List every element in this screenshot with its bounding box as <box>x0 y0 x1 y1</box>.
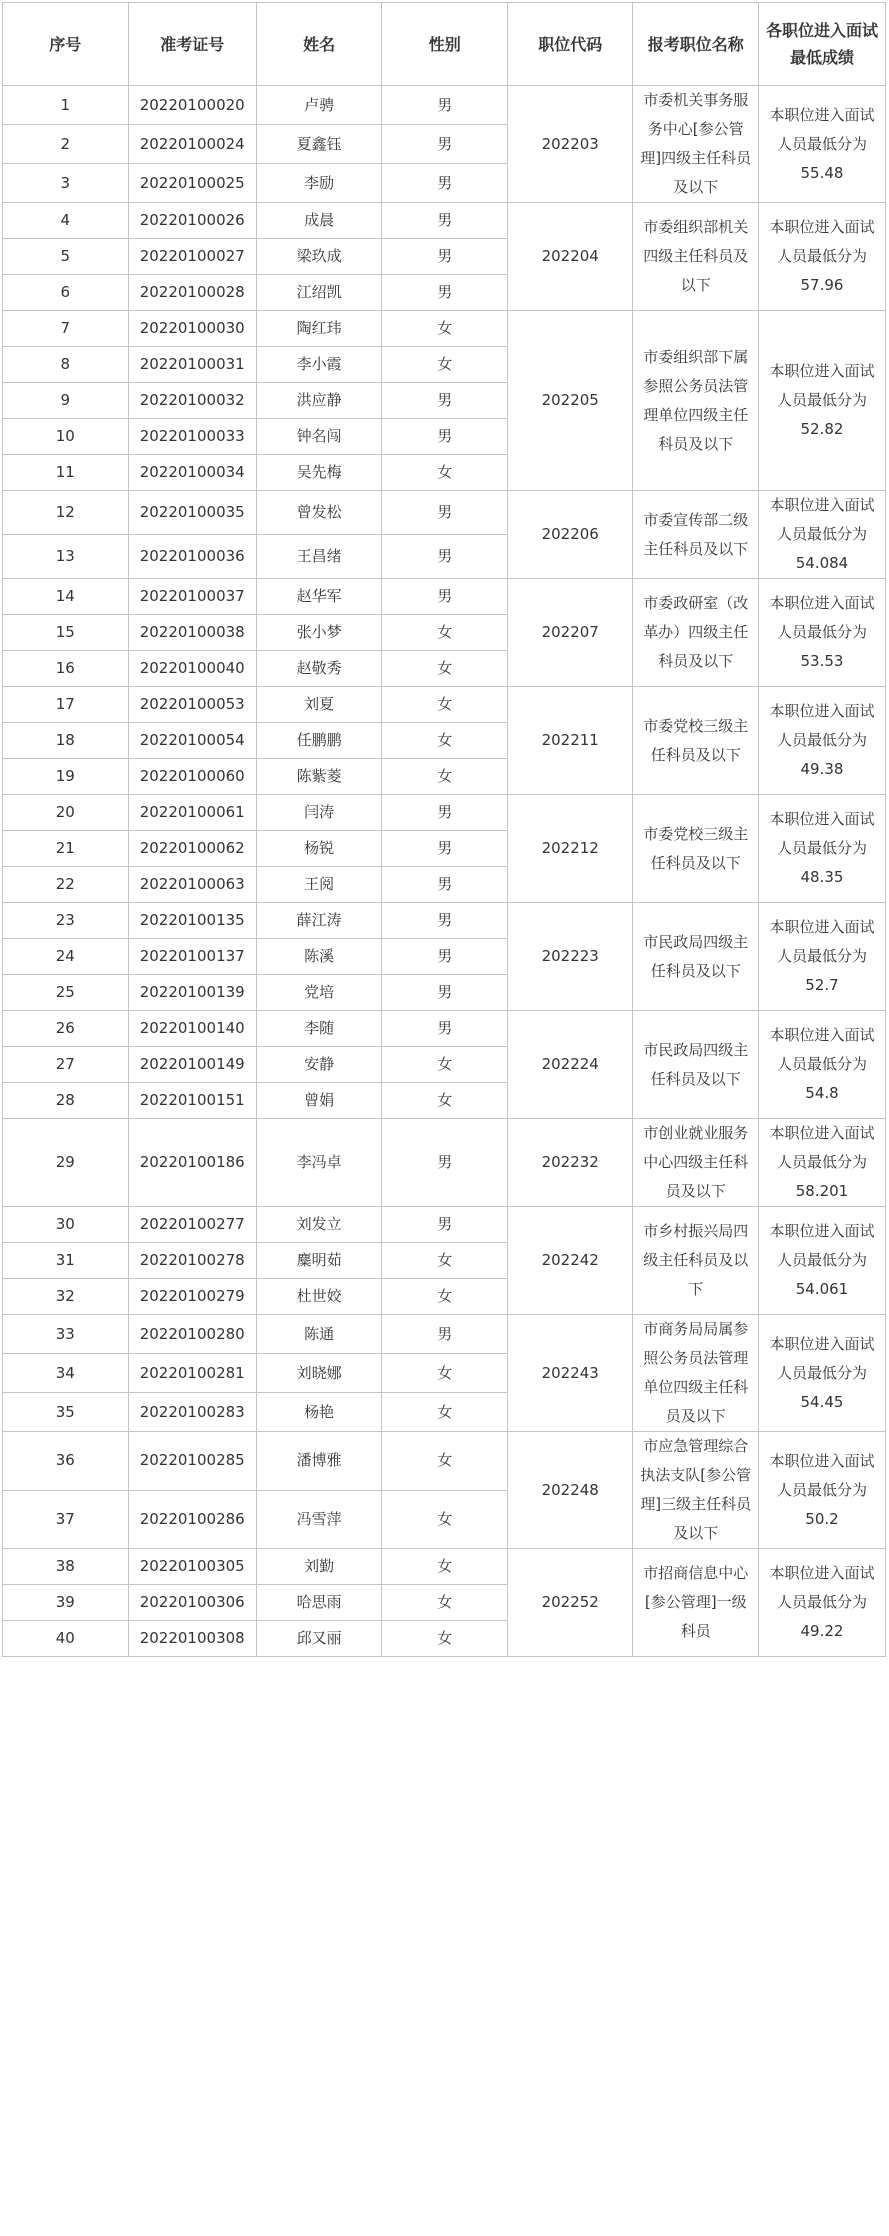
cell-exam-id: 20220100053 <box>128 687 256 723</box>
header-no: 序号 <box>3 3 129 86</box>
cell-no: 30 <box>3 1207 129 1243</box>
cell-no: 25 <box>3 975 129 1011</box>
cell-sex: 男 <box>382 86 508 125</box>
cell-sex: 男 <box>382 164 508 203</box>
cell-name: 王昌绪 <box>256 535 382 579</box>
cell-name: 杨艳 <box>256 1393 382 1432</box>
cell-position-code: 202211 <box>507 687 633 795</box>
header-position-title: 报考职位名称 <box>633 3 759 86</box>
cell-sex: 女 <box>382 723 508 759</box>
results-table <box>2 2 886 1657</box>
cell-min-score: 本职位进入面试人员最低分为52.7 <box>758 903 885 1011</box>
cell-no: 3 <box>3 164 129 203</box>
cell-position-code: 202252 <box>507 1549 633 1657</box>
cell-sex: 男 <box>382 125 508 164</box>
cell-no: 39 <box>3 1585 129 1621</box>
cell-sex: 女 <box>382 1393 508 1432</box>
cell-no: 18 <box>3 723 129 759</box>
cell-name: 刘发立 <box>256 1207 382 1243</box>
cell-exam-id: 20220100278 <box>128 1243 256 1279</box>
cell-min-score: 本职位进入面试人员最低分为55.48 <box>758 86 885 203</box>
cell-exam-id: 20220100020 <box>128 86 256 125</box>
cell-exam-id: 20220100054 <box>128 723 256 759</box>
cell-sex: 女 <box>382 759 508 795</box>
header-row <box>3 3 886 86</box>
cell-exam-id: 20220100308 <box>128 1621 256 1657</box>
cell-no: 36 <box>3 1432 129 1491</box>
cell-no: 6 <box>3 275 129 311</box>
table-row <box>3 1119 886 1207</box>
cell-name: 陈溪 <box>256 939 382 975</box>
table-row <box>3 203 886 239</box>
cell-name: 邱又丽 <box>256 1621 382 1657</box>
cell-sex: 女 <box>382 687 508 723</box>
cell-name: 潘博雅 <box>256 1432 382 1491</box>
cell-name: 陶红玮 <box>256 311 382 347</box>
cell-no: 9 <box>3 383 129 419</box>
table-row <box>3 579 886 615</box>
cell-name: 薛江涛 <box>256 903 382 939</box>
cell-name: 闫涛 <box>256 795 382 831</box>
cell-no: 26 <box>3 1011 129 1047</box>
cell-name: 李冯卓 <box>256 1119 382 1207</box>
cell-no: 27 <box>3 1047 129 1083</box>
cell-sex: 男 <box>382 903 508 939</box>
cell-position-title: 市创业就业服务中心四级主任科员及以下 <box>633 1119 759 1207</box>
cell-exam-id: 20220100280 <box>128 1315 256 1354</box>
cell-name: 赵华军 <box>256 579 382 615</box>
cell-exam-id: 20220100063 <box>128 867 256 903</box>
cell-name: 梁玖成 <box>256 239 382 275</box>
cell-min-score: 本职位进入面试人员最低分为50.2 <box>758 1432 885 1549</box>
cell-name: 安静 <box>256 1047 382 1083</box>
cell-sex: 男 <box>382 831 508 867</box>
cell-position-title: 市招商信息中心[参公管理]一级科员 <box>633 1549 759 1657</box>
cell-name: 刘晓娜 <box>256 1354 382 1393</box>
cell-sex: 女 <box>382 1354 508 1393</box>
table-body <box>3 86 886 1657</box>
cell-no: 15 <box>3 615 129 651</box>
cell-exam-id: 20220100025 <box>128 164 256 203</box>
cell-exam-id: 20220100027 <box>128 239 256 275</box>
cell-position-title: 市乡村振兴局四级主任科员及以下 <box>633 1207 759 1315</box>
cell-name: 夏鑫钰 <box>256 125 382 164</box>
header-exam-id: 准考证号 <box>128 3 256 86</box>
cell-position-title: 市商务局局属参照公务员法管理单位四级主任科员及以下 <box>633 1315 759 1432</box>
cell-exam-id: 20220100283 <box>128 1393 256 1432</box>
cell-exam-id: 20220100306 <box>128 1585 256 1621</box>
cell-no: 7 <box>3 311 129 347</box>
cell-sex: 男 <box>382 579 508 615</box>
cell-name: 李随 <box>256 1011 382 1047</box>
cell-name: 卢骋 <box>256 86 382 125</box>
cell-sex: 女 <box>382 651 508 687</box>
cell-exam-id: 20220100031 <box>128 347 256 383</box>
cell-exam-id: 20220100036 <box>128 535 256 579</box>
cell-no: 19 <box>3 759 129 795</box>
header-position-code: 职位代码 <box>507 3 633 86</box>
cell-no: 12 <box>3 491 129 535</box>
cell-name: 陈通 <box>256 1315 382 1354</box>
cell-sex: 女 <box>382 1549 508 1585</box>
cell-no: 5 <box>3 239 129 275</box>
cell-min-score: 本职位进入面试人员最低分为49.38 <box>758 687 885 795</box>
cell-min-score: 本职位进入面试人员最低分为58.201 <box>758 1119 885 1207</box>
cell-sex: 女 <box>382 1047 508 1083</box>
table-row <box>3 1207 886 1243</box>
cell-name: 张小梦 <box>256 615 382 651</box>
cell-position-title: 市应急管理综合执法支队[参公管理]三级主任科员及以下 <box>633 1432 759 1549</box>
cell-sex: 女 <box>382 455 508 491</box>
cell-no: 13 <box>3 535 129 579</box>
table-row <box>3 795 886 831</box>
cell-no: 38 <box>3 1549 129 1585</box>
cell-no: 32 <box>3 1279 129 1315</box>
table-row <box>3 1549 886 1585</box>
cell-name: 赵敬秀 <box>256 651 382 687</box>
cell-sex: 男 <box>382 203 508 239</box>
table-row <box>3 1011 886 1047</box>
table-row <box>3 86 886 125</box>
cell-name: 杜世姣 <box>256 1279 382 1315</box>
cell-no: 34 <box>3 1354 129 1393</box>
cell-position-title: 市委政研室（改革办）四级主任科员及以下 <box>633 579 759 687</box>
cell-exam-id: 20220100060 <box>128 759 256 795</box>
cell-sex: 男 <box>382 239 508 275</box>
cell-exam-id: 20220100151 <box>128 1083 256 1119</box>
cell-sex: 男 <box>382 975 508 1011</box>
table-row <box>3 1315 886 1354</box>
cell-no: 10 <box>3 419 129 455</box>
cell-name: 杨锐 <box>256 831 382 867</box>
table-row <box>3 1432 886 1491</box>
cell-sex: 男 <box>382 867 508 903</box>
cell-sex: 女 <box>382 311 508 347</box>
cell-no: 23 <box>3 903 129 939</box>
cell-name: 成晨 <box>256 203 382 239</box>
header-sex: 性别 <box>382 3 508 86</box>
cell-exam-id: 20220100037 <box>128 579 256 615</box>
cell-exam-id: 20220100040 <box>128 651 256 687</box>
cell-min-score: 本职位进入面试人员最低分为57.96 <box>758 203 885 311</box>
cell-sex: 男 <box>382 383 508 419</box>
cell-exam-id: 20220100035 <box>128 491 256 535</box>
cell-position-code: 202242 <box>507 1207 633 1315</box>
cell-position-title: 市委党校三级主任科员及以下 <box>633 687 759 795</box>
cell-position-title: 市民政局四级主任科员及以下 <box>633 1011 759 1119</box>
cell-position-code: 202243 <box>507 1315 633 1432</box>
cell-exam-id: 20220100024 <box>128 125 256 164</box>
cell-no: 37 <box>3 1490 129 1549</box>
cell-no: 20 <box>3 795 129 831</box>
table-row <box>3 687 886 723</box>
cell-name: 洪应静 <box>256 383 382 419</box>
cell-exam-id: 20220100061 <box>128 795 256 831</box>
cell-name: 曾娟 <box>256 1083 382 1119</box>
cell-sex: 女 <box>382 615 508 651</box>
cell-sex: 男 <box>382 275 508 311</box>
cell-no: 2 <box>3 125 129 164</box>
header-name: 姓名 <box>256 3 382 86</box>
cell-no: 35 <box>3 1393 129 1432</box>
cell-no: 33 <box>3 1315 129 1354</box>
cell-exam-id: 20220100140 <box>128 1011 256 1047</box>
cell-position-title: 市委党校三级主任科员及以下 <box>633 795 759 903</box>
cell-min-score: 本职位进入面试人员最低分为52.82 <box>758 311 885 491</box>
cell-position-code: 202224 <box>507 1011 633 1119</box>
cell-sex: 男 <box>382 1207 508 1243</box>
cell-name: 李小霞 <box>256 347 382 383</box>
cell-sex: 男 <box>382 535 508 579</box>
cell-position-title: 市委机关事务服务中心[参公管理]四级主任科员及以下 <box>633 86 759 203</box>
cell-sex: 男 <box>382 1315 508 1354</box>
cell-position-title: 市委宣传部二级主任科员及以下 <box>633 491 759 579</box>
cell-exam-id: 20220100137 <box>128 939 256 975</box>
cell-sex: 男 <box>382 939 508 975</box>
cell-exam-id: 20220100032 <box>128 383 256 419</box>
cell-position-code: 202212 <box>507 795 633 903</box>
cell-position-title: 市民政局四级主任科员及以下 <box>633 903 759 1011</box>
cell-exam-id: 20220100062 <box>128 831 256 867</box>
cell-no: 21 <box>3 831 129 867</box>
cell-name: 哈思雨 <box>256 1585 382 1621</box>
cell-exam-id: 20220100034 <box>128 455 256 491</box>
cell-name: 刘夏 <box>256 687 382 723</box>
cell-exam-id: 20220100139 <box>128 975 256 1011</box>
cell-sex: 男 <box>382 1011 508 1047</box>
cell-min-score: 本职位进入面试人员最低分为54.061 <box>758 1207 885 1315</box>
cell-sex: 男 <box>382 1119 508 1207</box>
cell-exam-id: 20220100277 <box>128 1207 256 1243</box>
table-row <box>3 491 886 535</box>
header-min-score: 各职位进入面试最低成绩 <box>758 3 885 86</box>
cell-no: 1 <box>3 86 129 125</box>
cell-name: 王阅 <box>256 867 382 903</box>
cell-sex: 女 <box>382 1279 508 1315</box>
cell-exam-id: 20220100279 <box>128 1279 256 1315</box>
cell-name: 党培 <box>256 975 382 1011</box>
cell-exam-id: 20220100149 <box>128 1047 256 1083</box>
cell-sex: 男 <box>382 795 508 831</box>
cell-position-title: 市委组织部机关四级主任科员及以下 <box>633 203 759 311</box>
cell-no: 28 <box>3 1083 129 1119</box>
cell-min-score: 本职位进入面试人员最低分为53.53 <box>758 579 885 687</box>
cell-exam-id: 20220100286 <box>128 1490 256 1549</box>
cell-no: 22 <box>3 867 129 903</box>
cell-name: 陈紫菱 <box>256 759 382 795</box>
cell-name: 麋明茹 <box>256 1243 382 1279</box>
table-row <box>3 311 886 347</box>
cell-position-code: 202203 <box>507 86 633 203</box>
cell-no: 29 <box>3 1119 129 1207</box>
cell-sex: 女 <box>382 1083 508 1119</box>
cell-position-code: 202248 <box>507 1432 633 1549</box>
cell-position-code: 202205 <box>507 311 633 491</box>
cell-name: 冯雪萍 <box>256 1490 382 1549</box>
cell-no: 40 <box>3 1621 129 1657</box>
cell-position-code: 202204 <box>507 203 633 311</box>
cell-name: 吴先梅 <box>256 455 382 491</box>
cell-no: 31 <box>3 1243 129 1279</box>
cell-exam-id: 20220100038 <box>128 615 256 651</box>
table-row <box>3 903 886 939</box>
cell-name: 任鹏鹏 <box>256 723 382 759</box>
cell-min-score: 本职位进入面试人员最低分为54.45 <box>758 1315 885 1432</box>
cell-name: 曾发松 <box>256 491 382 535</box>
cell-no: 16 <box>3 651 129 687</box>
cell-name: 钟名闯 <box>256 419 382 455</box>
cell-no: 4 <box>3 203 129 239</box>
cell-exam-id: 20220100033 <box>128 419 256 455</box>
cell-position-code: 202206 <box>507 491 633 579</box>
cell-exam-id: 20220100135 <box>128 903 256 939</box>
cell-sex: 女 <box>382 1243 508 1279</box>
cell-sex: 男 <box>382 419 508 455</box>
cell-name: 李励 <box>256 164 382 203</box>
cell-position-title: 市委组织部下属参照公务员法管理单位四级主任科员及以下 <box>633 311 759 491</box>
cell-sex: 女 <box>382 347 508 383</box>
cell-no: 24 <box>3 939 129 975</box>
cell-no: 14 <box>3 579 129 615</box>
cell-position-code: 202207 <box>507 579 633 687</box>
cell-position-code: 202223 <box>507 903 633 1011</box>
cell-min-score: 本职位进入面试人员最低分为48.35 <box>758 795 885 903</box>
cell-position-code: 202232 <box>507 1119 633 1207</box>
cell-exam-id: 20220100028 <box>128 275 256 311</box>
cell-no: 11 <box>3 455 129 491</box>
cell-no: 17 <box>3 687 129 723</box>
cell-min-score: 本职位进入面试人员最低分为54.084 <box>758 491 885 579</box>
cell-sex: 女 <box>382 1621 508 1657</box>
cell-exam-id: 20220100026 <box>128 203 256 239</box>
cell-exam-id: 20220100281 <box>128 1354 256 1393</box>
cell-sex: 女 <box>382 1432 508 1491</box>
cell-sex: 男 <box>382 491 508 535</box>
cell-sex: 女 <box>382 1585 508 1621</box>
cell-min-score: 本职位进入面试人员最低分为54.8 <box>758 1011 885 1119</box>
cell-sex: 女 <box>382 1490 508 1549</box>
cell-min-score: 本职位进入面试人员最低分为49.22 <box>758 1549 885 1657</box>
cell-no: 8 <box>3 347 129 383</box>
cell-exam-id: 20220100285 <box>128 1432 256 1491</box>
cell-exam-id: 20220100305 <box>128 1549 256 1585</box>
cell-name: 江绍凯 <box>256 275 382 311</box>
cell-exam-id: 20220100186 <box>128 1119 256 1207</box>
cell-name: 刘勤 <box>256 1549 382 1585</box>
cell-exam-id: 20220100030 <box>128 311 256 347</box>
